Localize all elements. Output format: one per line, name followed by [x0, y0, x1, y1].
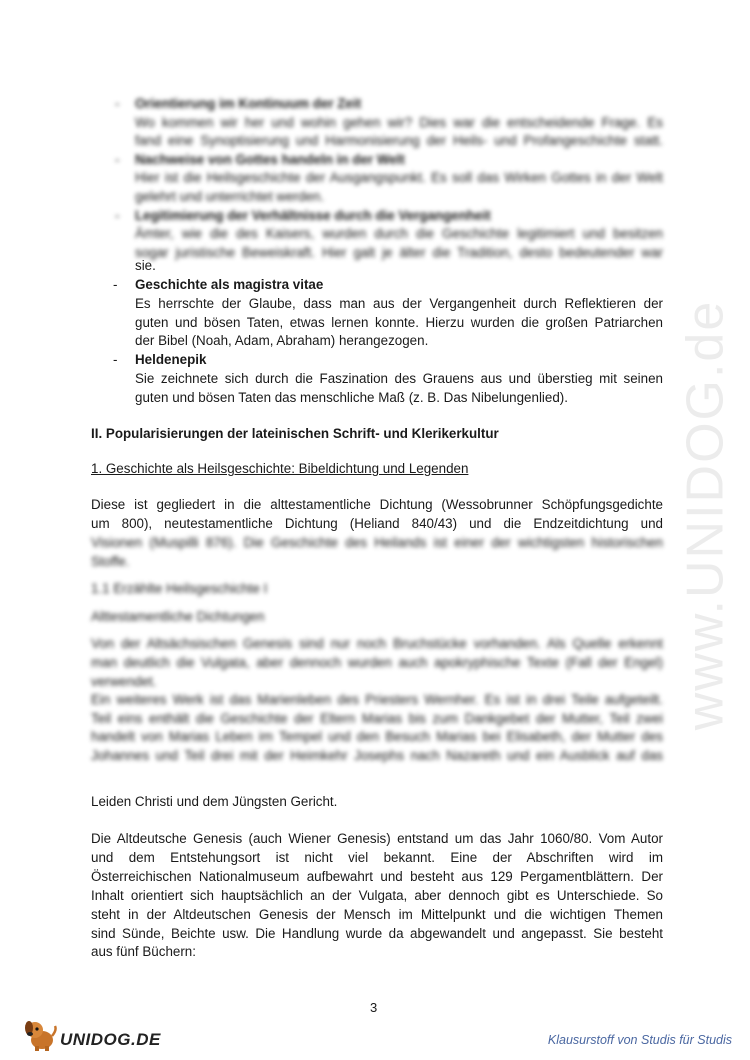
- intro-line: Diese ist gegliedert in die alttestamentliche Dichtung (Wessobrunner Schöpfungsgedichte: [91, 497, 663, 512]
- blurred-line: Stoffe.: [91, 553, 130, 569]
- paragraph-line: Inhalt orientiert sich hauptsächlich an der Vulgata, aber dennoch gibt es Unterschiede. So: [91, 887, 663, 903]
- section-heading: II. Popularisierungen der lateinischen Schrift- und Klerikerkultur: [91, 426, 499, 441]
- list-dash: -: [115, 96, 120, 111]
- after-blur-line: Leiden Christi und dem Jüngsten Gericht.: [91, 794, 338, 809]
- footer-tagline: Klausurstoff von Studis für Studis: [547, 1033, 732, 1047]
- blurred-line: Visionen (Muspilli 876). Die Geschichte des Heilands ist einer der wichtigsten historischen: [91, 535, 663, 550]
- paragraph-line: Österreichischen Nationalmuseum aufbewahrt und besteht aus 129 Pergamentblättern. Der: [91, 868, 663, 884]
- blurred-line: gelehrt und unterrichtet werden.: [135, 189, 325, 204]
- blurred-heading: Nachweise von Gottes handeln in der Welt: [135, 151, 405, 167]
- list-item-line: Es herrschte der Glaube, dass man aus der Vergangenheit durch Reflektieren der: [135, 295, 663, 311]
- blurred-line: Hier ist die Heilsgeschichte der Ausgangspunkt. Es soll das Wirken Gottes in der Welt: [135, 170, 663, 186]
- list-dash: -: [115, 207, 120, 223]
- blurred-line: Wo kommen wir her und wohin gehen wir? Dies war die entscheidende Frage. Es: [135, 114, 663, 130]
- dog-icon: [22, 1018, 58, 1052]
- blurred-line: man deutlich die Vulgata, aber dennoch wurden auch apokryphische Texte (Fall der Engel): [91, 655, 663, 670]
- paragraph-line: und dem Entstehungsort ist nicht viel bekannt. Eine der Abschriften wird im: [91, 849, 663, 865]
- blurred-line: sogar juristische Beweiskraft. Hier galt je älter die Tradition, desto bedeutender war: [135, 244, 663, 260]
- blurred-line: Von der Altsächsischen Genesis sind nur noch Bruchstücke vorhanden. Als Quelle erkennt: [91, 636, 663, 652]
- blurred-line: Teil eins enthält die Geschichte der Eltern Marias bis zum Dankgebet der Mutter, Teil zwei: [91, 710, 663, 726]
- list-item-line: guten und bösen Taten das menschliche Maß (z. B. Das Nibelungenlied).: [135, 389, 568, 405]
- blurred-line: Ein weiteres Werk ist das Marienleben des Priesters Wernher. Es ist in drei Teile aufgeteilt.: [91, 692, 663, 708]
- intro-line: um 800), neutestamentliche Dichtung (Heliand 840/43) und die Endzeitdichtung und: [91, 516, 663, 531]
- blurred-line: Johannes und Teil drei mit der Heimkehr Josephs nach Nazareth und ein Ausblick auf das: [91, 748, 663, 763]
- watermark-text: www.UNIDOG.de: [676, 299, 734, 731]
- paragraph-line: steht in der Altdeutschen Genesis der Mensch im Mittelpunkt und die wichtigen Themen: [91, 906, 663, 922]
- blurred-heading: Legitimierung der Verhältnisse durch die Vergangenheit: [135, 207, 491, 223]
- unidog-logo: [22, 1018, 161, 1052]
- blurred-line: handelt von Marias Leben im Tempel und den Besuch Marias bei Elisabeth, der Mutter des: [91, 729, 663, 745]
- blurred-line: Ämter, wie die des Kaisers, wurden durch die Geschichte legitimiert und besitzen: [135, 226, 663, 242]
- list-item-heading: Heldenepik: [135, 352, 207, 368]
- paragraph-line: aus fünf Büchern:: [91, 944, 196, 960]
- list-item-line: Sie zeichnete sich durch die Faszination des Grauens aus und überstieg mit seinen: [135, 371, 663, 386]
- list-dash: -: [113, 277, 118, 292]
- blurred-tail-word: sie.: [135, 258, 156, 273]
- page-number: 3: [370, 1000, 378, 1015]
- blurred-line: fand eine Synoptisierung und Harmonisierung der Heils- und Profangeschichte statt.: [135, 133, 663, 149]
- paragraph-line: sind Sünde, Beichte usw. Die Handlung wurde da abgewandelt und angepasst. Sie besteht: [91, 925, 663, 941]
- blurred-line: 1.1 Erzählte Heilsgeschichte I: [91, 581, 268, 597]
- watermark: [655, 250, 750, 780]
- list-dash: -: [113, 352, 118, 368]
- list-item-line: der Bibel (Noah, Adam, Abraham) herangezogen.: [135, 333, 429, 349]
- blurred-line: verwendet.: [91, 673, 157, 689]
- blurred-heading: Orientierung im Kontinuum der Zeit: [135, 96, 362, 111]
- list-item-line: guten und bösen Taten, etwas lernen konnte. Hierzu wurden die großen Patriarchen: [135, 314, 663, 330]
- list-item-heading: Geschichte als magistra vitae: [135, 277, 324, 292]
- blurred-line: Alttestamentliche Dichtungen: [91, 608, 265, 624]
- logo-text: UNIDOG.DE: [60, 1030, 161, 1049]
- paragraph-line: Die Altdeutsche Genesis (auch Wiener Genesis) entstand um das Jahr 1060/80. Vom Autor: [91, 831, 663, 846]
- list-dash: -: [115, 151, 120, 167]
- subsection-heading: 1. Geschichte als Heilsgeschichte: Bibeldichtung und Legenden: [91, 461, 469, 476]
